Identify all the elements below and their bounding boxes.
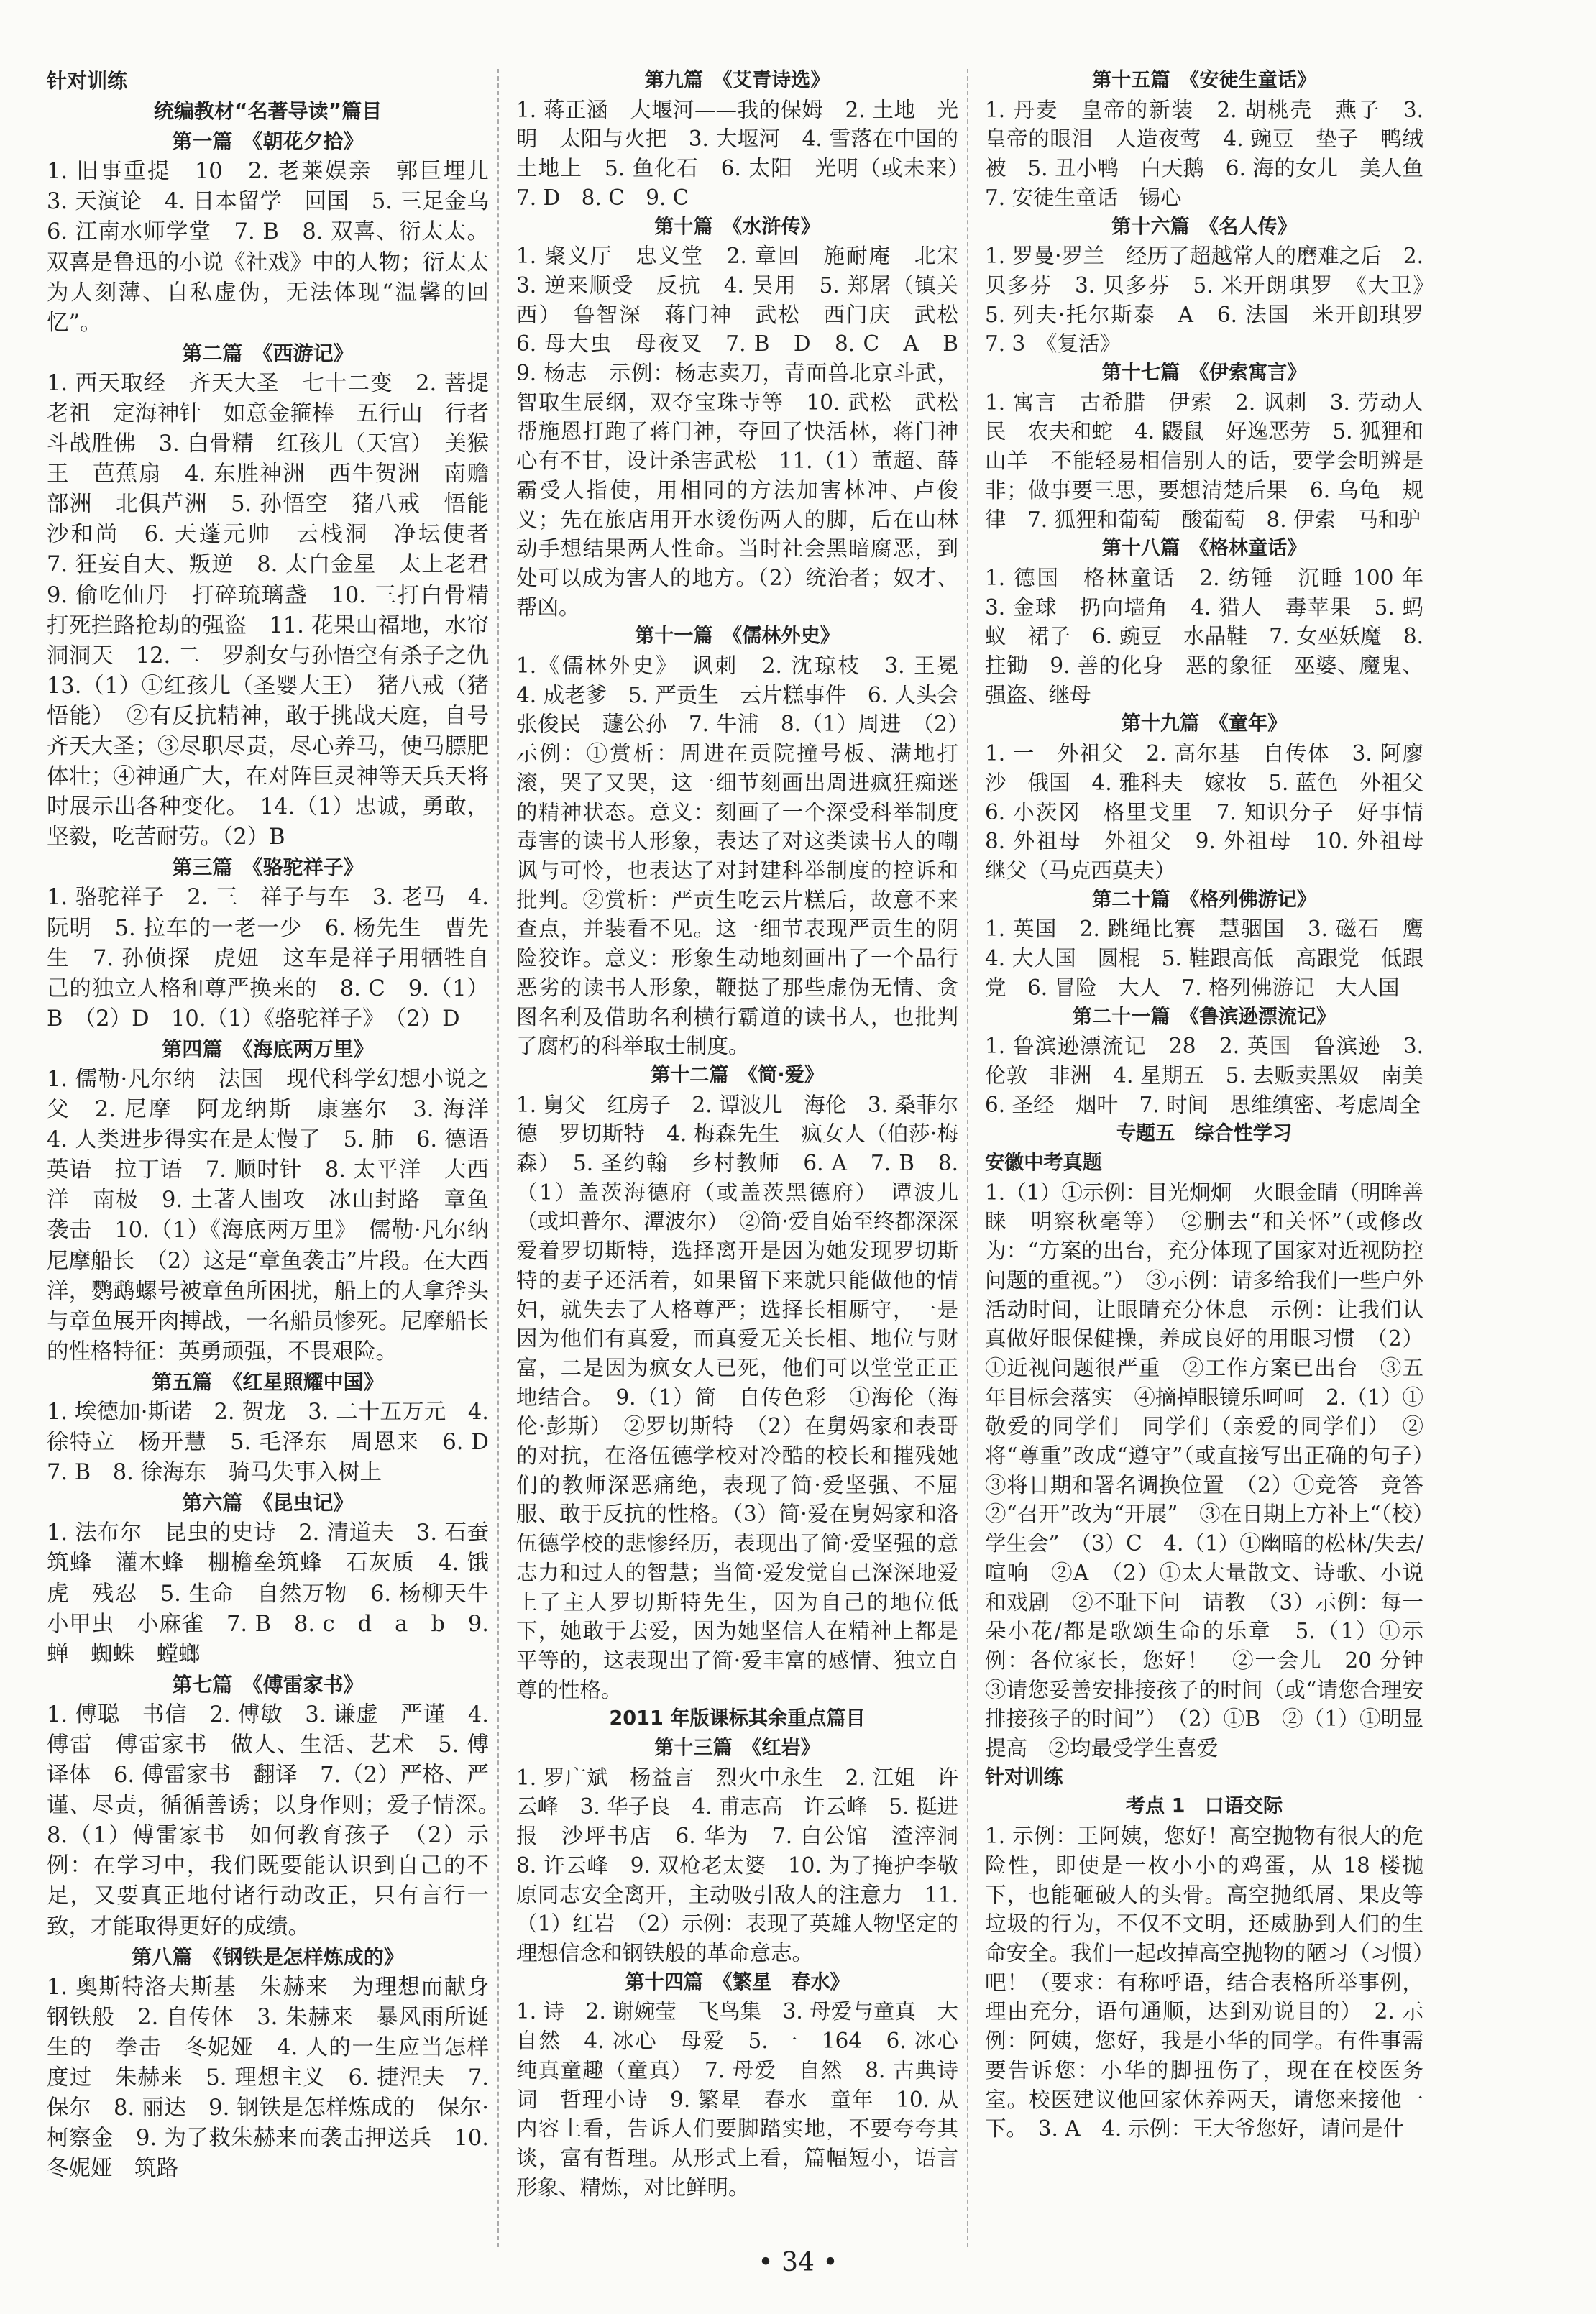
answer-text: 1. 骆驼祥子 2. 三 祥子与车 3. 老马 4. 阮明 5. 拉车的一老一少 6. 杨先生 曹先生 7. 孙侦探 虎妞 这车是祥子用牺牲自己的独立人格和尊严换来的 8. C 9.（1）B （2）D 10.（1）《骆驼祥子》 （2）D <box>47 885 496 1032</box>
left-column <box>47 66 511 2184</box>
section-title: 第四篇 《海底两万里》 <box>162 1037 374 1061</box>
column-divider <box>967 69 968 2247</box>
section-title: 考点 1 口语交际 <box>1125 1795 1283 1818</box>
section-title: 第十三篇 《红岩》 <box>654 1737 820 1760</box>
section-title: 第十四篇 《繁星 春水》 <box>625 1970 850 1993</box>
answer-text: 1. 丹麦 皇帝的新装 2. 胡桃壳 燕子 3. 皇帝的眼泪 人造夜莺 4. 豌豆 垫子 鸭绒被 5. 丑小鸭 白天鹅 6. 海的女儿 美人鱼 7. 安徒生童话 锡心 <box>985 97 1445 210</box>
answer-text: 1. 儒勒·凡尔纳 法国 现代科学幻想小说之父 2. 尼摩 阿龙纳斯 康塞尔 3. 海洋 4. 人类进步得实在是太慢了 5. 肺 6. 德语 英语 拉丁语 7. 顺时针 8. 太平洋 大西洋 南极 9. 土著人围攻 冰山封路 章鱼袭击 10.（1）《海底两万里》 儒勒·凡尔纳 尼摩船长 （2）这是“章鱼袭击”片段。在大西洋，鹦鹉螺号被章鱼所困扰，船上的人拿斧头与章鱼展开肉搏战，一名船员惨死。尼摩船长的性格特征：英勇顽强，不畏艰险。 <box>47 1067 511 1364</box>
section-title: 第十七篇 《伊索寓言》 <box>1101 362 1307 385</box>
answer-text: 1. 示例：王阿姨，您好！高空抛物有很大的危险性，即使是一枚小小的鸡蛋，从 18 楼抛下，也能砸破人的头骨。高空抛纸屑、果皮等垃圾的行为，不仅不文明，还威胁到人们的生命安全。我们一起改掉高空抛物的陋习（习惯）吧！（要求：有称呼语，结合表格所举事例，理由充分，语句通顺，达到劝说目的） 2. 示例：阿姨，您好，我是小华的同学。有件事需要告诉您：小华的脚扭伤了，现在在校医务室。校医建议他回家休养两天，请您来接他一下。 3. A 4. 示例：王大爷您好，请问是什 <box>985 1824 1423 2141</box>
section-title: 第一篇 《朝花夕拾》 <box>172 129 364 154</box>
answer-text: 1.（1）①示例：目光炯炯 火眼金睛（明眸善睐 明察秋毫等） ②删去“和关怀”（或修改为：“方案的出台，充分体现了国家对近视防控问题的重视。”） ③示例：请多给我们一些户外活动时间，让眼睛充分休息 示例：让我们认真做好眼保健操，养成良好的用眼习惯 （2）①近视问题很严重 ②工作方案已出台 ③五年目标会落实 ④摘掉眼镜乐呵呵 2.（1）①敬爱的同学们 同学们（亲爱的同学们） ②将“尊重”改成“遵守”（或直接写出正确的句子） ③将日期和署名调换位置 （2）①竞答 竞答 ②“召开”改为“开展” ③在日期上方补上“（校）学生会” （3）C 4.（1）①幽暗的松林/失去/喧响 ②A （2）①太大量散文、诗歌、小说和戏剧 ②不耻下问 请教 （3）示例：每一朵小花/都是歌颂生命的乐章 5.（1）①示例：各位家长，您好！ ②一会儿 20 分钟 ③请您妥善安排接孩子的时间（或“请您合理安排接孩子的时间”） （2）①B ②（1）①明显提高 ②均最受学生喜爱 <box>985 1180 1445 1761</box>
middle-column <box>516 66 980 2202</box>
section-title: 第十二篇 《简·爱》 <box>651 1063 824 1086</box>
section-title: 针对训练 <box>985 1766 1063 1789</box>
section-title: 2011 年版课标其余重点篇目 <box>609 1707 866 1730</box>
section-title: 第三篇 《骆驼祥子》 <box>172 855 364 880</box>
answer-text: 1. 罗曼·罗兰 经历了超越常人的磨难之后 2. 贝多芬 3. 贝多芬 5. 米开朗琪罗 《大卫》 5. 列夫·托尔斯泰 A 6. 法国 米开朗琪罗 7. 3 《复活》 <box>985 244 1445 357</box>
answer-text: 1. 英国 2. 跳绳比赛 慧骃国 3. 磁石 鹰 4. 大人国 圆棍 5. 鞋跟高低 高跟党 低跟党 6. 冒险 大人 7. 格列佛游记 大人国 <box>985 917 1445 1000</box>
section-title: 第十篇 《水浒传》 <box>654 215 820 238</box>
section-title: 第七篇 《傅雷家书》 <box>172 1672 364 1697</box>
column-divider <box>497 69 499 2247</box>
section-title: 第八篇 《钢铁是怎样炼成的》 <box>132 1945 404 1969</box>
answer-text: 1. 聚义厅 忠义堂 2. 章回 施耐庵 北宋 3. 逆来顺受 反抗 4. 吴用 5. 郑屠（镇关西） 鲁智深 蒋门神 武松 西门庆 武松 6. 母大虫 母夜叉 7. B D 8. C A B 9. 杨志 示例：杨志卖刀，青面兽北京斗武，智取生辰纲，双夺宝珠寺等 10. 武松 武松帮施恩打跑了蒋门神，夺回了快活林，蒋门神心有不甘，设计杀害武松 11.（1）董超、薛霸受人指使，用相同的方法加害林冲、卢俊义；先在旅店用开水烫伤两人的脚，后在山林动手想结果两人性命。当时社会黑暗腐恶，到处可以成为害人的地方。（2）统治者；奴才、帮凶。 <box>516 244 980 620</box>
section-title: 第二十一篇 《鲁滨逊漂流记》 <box>1072 1005 1336 1028</box>
answer-text: 1. 舅父 红房子 2. 谭波儿 海伦 3. 桑菲尔德 罗切斯特 4. 梅森先生 疯女人（伯莎·梅森） 5. 圣约翰 乡村教师 6. A 7. B 8.（1）盖茨海德府（或盖茨黑德府） 谭波儿（或坦普尔、潭波尔） ②简·爱自始至终都深深爱着罗切斯特，选择离开是因为她发现罗切斯特的妻子还活着，如果留下来就只能做他的情妇，就失去了人格尊严；选择长相厮守，一是因为他们有真爱，而真爱无关长相、地位与财富，二是因为疯女人已死，他们可以堂堂正正地结合。 9.（1）简 自传色彩 ①海伦（海伦·彭斯） ②罗切斯特 （2）在舅妈家和表哥的对抗，在洛伍德学校对冷酷的校长和摧残她们的教师深恶痛绝，表现了简·爱坚强、不屈服、敢于反抗的性格。（3）简·爱在舅妈家和洛伍德学校的悲惨经历，表现出了简·爱坚强的意志力和过人的智慧；当简·爱发觉自己深深地爱上了主人罗切斯特先生，因为自己的地位低下，她敢于去爱，因为她坚信人在精神上都是平等的，这表现出了简·爱丰富的感情、独立自尊的性格。 <box>516 1092 958 1702</box>
answer-text: 1. 鲁滨逊漂流记 28 2. 英国 鲁滨逊 3. 伦敦 非洲 4. 星期五 5. 去贩卖黑奴 南美 6. 圣经 烟叶 7. 时间 思维缜密、考虑周全 <box>985 1034 1445 1117</box>
section-title: 第二十篇 《格列佛游记》 <box>1092 888 1316 911</box>
answer-text: 1. 德国 格林童话 2. 纺锤 沉睡 100 年 3. 金球 扔向墙角 4. 猎人 毒苹果 5. 蚂蚁 裙子 6. 豌豆 水晶鞋 7. 女巫妖魔 8. 拄锄 9. 善的化身 恶的象征 巫婆、魔鬼、强盗、继母 <box>985 565 1445 707</box>
section-title: 安徽中考真题 <box>985 1152 1102 1175</box>
answer-text: 1. 傅聪 书信 2. 傅敏 3. 谦虚 严谨 4. 傅雷 傅雷家书 做人、生活、艺术 5. 傅译体 6. 傅雷家书 翻译 7.（2）严格、严谨、尽责，循循善诱；以身作则；爱子情深。 8.（1）傅雷家书 如何教育孩子 （2）示例：在学习中，我们既要能认识到自己的不足，又要真正地付诸行动改正，只有言行一致，才能取得更好的成绩。 <box>47 1702 511 1939</box>
answer-text: 1. 一 外祖父 2. 高尔基 自传体 3. 阿廖沙 俄国 4. 雅科夫 嫁妆 5. 蓝色 外祖父 6. 小茨冈 格里戈里 7. 知识分子 好事情 8. 外祖母 外祖父 9. 外祖母 10. 外祖母 继父（马克西莫夫） <box>985 741 1445 883</box>
section-title: 第十一篇 《儒林外史》 <box>635 625 840 648</box>
section-title: 第十五篇 《安徒生童话》 <box>1092 69 1316 91</box>
answer-text: 1. 寓言 古希腊 伊索 2. 讽刺 3. 劳动人民 农夫和蛇 4. 鼹鼠 好逸恶劳 5. 狐狸和山羊 不能轻易相信别人的话，要学会明辨是非；做事要三思，要想清楚后果 6. 乌龟 规律 7. 狐狸和葡萄 酸葡萄 8. 伊索 马和驴 <box>985 390 1423 532</box>
section-title: 统编教材“名著导读”篇目 <box>153 99 382 124</box>
answer-text: 1. 诗 2. 谢婉莹 飞鸟集 3. 母爱与童真 大自然 4. 冰心 母爱 5. 一 164 6. 冰心 纯真童趣（童真） 7. 母爱 自然 8. 古典诗词 哲理小诗 9. 繁星 春水 童年 10. 从内容上看，告诉人们要脚踏实地，不要夸夸其谈，富有哲理。从形式上看，篇幅短小，语言形象、精炼，对比鲜明。 <box>516 1999 980 2200</box>
answer-text: 1.《儒林外史》 讽刺 2. 沈琼枝 3. 王冕 4. 成老爹 5. 严贡生 云片糕事件 6. 人头会 张俊民 蘧公孙 7. 牛浦 8.（1）周进 （2）示例：①赏析：周进在贡院撞号板、满地打滚，哭了又哭，这一细节刻画出周进疯狂痴迷的精神状态。意义：刻画了一个深受科举制度毒害的读书人形象，表达了对这类读书人的嘲讽与可怜，也表达了对封建科举制度的控诉和批判。②赏析：严贡生吃云片糕后，故意不来查点，并装看不见。这一细节表现严贡生的阴险狡诈。意义：形象生动地刻画出了一个品行恶劣的读书人形象，鞭挞了那些虚伪无情、贪图名利及借助名利横行霸道的读书人，也批判了腐朽的科举取士制度。 <box>516 653 980 1059</box>
section-title: 专题五 综合性学习 <box>1116 1122 1293 1145</box>
column-label: 针对训练 <box>47 69 128 93</box>
section-title: 第十九篇 《童年》 <box>1121 712 1288 735</box>
section-title: 第五篇 《红星照耀中国》 <box>152 1369 384 1394</box>
answer-text: 1. 蒋正涵 大堰河——我的保姆 2. 土地 光明 太阳与火把 3. 大堰河 4. 雪落在中国的土地上 5. 鱼化石 6. 太阳 光明（或未来） 7. D 8. C 9. C <box>516 97 980 210</box>
section-title: 第九篇 《艾青诗选》 <box>644 69 830 91</box>
right-column <box>985 66 1445 2144</box>
answer-text: 1. 法布尔 昆虫的史诗 2. 清道夫 3. 石蚕筑蜂 灌木蜂 棚檐垒筑蜂 石灰质 4. 饿虎 残忍 5. 生命 自然万物 6. 杨柳天牛 小甲虫 小麻雀 7. B 8. c d a b 9. 蝉 蜘蛛 螳螂 <box>47 1520 511 1667</box>
answer-text: 1. 旧事重提 10 2. 老莱娱亲 郭巨埋儿 3. 天演论 4. 日本留学 回国 5. 三足金乌 6. 江南水师学堂 7. B 8. 双喜、衍太太。双喜是鲁迅的小说《社戏》中的人物；衍太太为人刻薄、自私虚伪，无法体现“温馨的回忆”。 <box>47 159 511 336</box>
section-title: 第十六篇 《名人传》 <box>1111 215 1297 238</box>
answer-text: 1. 西天取经 齐天大圣 七十二变 2. 菩提老祖 定海神针 如意金箍棒 五行山 行者 斗战胜佛 3. 白骨精 红孩儿（天宫） 美猴王 芭蕉扇 4. 东胜神洲 西牛贺洲 南赡部洲 北俱芦洲 5. 孙悟空 猪八戒 悟能 沙和尚 6. 天蓬元帅 云栈洞 净坛使者 7. 狂妄自大、叛逆 8. 太白金星 太上老君 9. 偷吃仙丹 打碎琉璃盏 10. 三打白骨精 打死拦路抢劫的强盗 11. 花果山福地，水帘洞洞天 12. 二 罗刹女与孙悟空有杀子之仇 13.（1）①红孩儿（圣婴大王） 猪八戒（猪悟能） ②有反抗精神，敢于挑战天庭，自号齐天大圣；③尽职尽责，尽心养马，使马膘肥体壮；④神通广大，在对阵巨灵神等天兵天将时展示出各种变化。 14.（1）忠诚，勇敢，坚毅，吃苦耐劳。（2）B <box>47 370 511 850</box>
answer-text: 1. 埃德加·斯诺 2. 贺龙 3. 二十五万元 4. 徐特立 杨开慧 5. 毛泽东 周恩来 6. D 7. B 8. 徐海东 骑马失事入树上 <box>47 1400 511 1486</box>
section-title: 第十八篇 《格林童话》 <box>1101 537 1307 560</box>
section-title: 第二篇 《西游记》 <box>182 341 354 365</box>
section-title: 第六篇 《昆虫记》 <box>182 1491 354 1515</box>
page-number: • 34 • <box>758 2248 838 2277</box>
answer-text: 1. 罗广斌 杨益言 烈火中永生 2. 江姐 许云峰 3. 华子良 4. 甫志高 许云峰 5. 挺进报 沙坪书店 6. 华为 7. 白公馆 渣滓洞 8. 许云峰 9. 双枪老太婆 10. 为了掩护李敬原同志安全离开，主动吸引敌人的注意力 11.（1）红岩 （2）示例：表现了英雄人物坚定的理想信念和钢铁般的革命意志。 <box>516 1765 980 1965</box>
answer-text: 1. 奥斯特洛夫斯基 朱赫来 为理想而献身 钢铁般 2. 自传体 3. 朱赫来 暴风雨所诞生的 拳击 冬妮娅 4. 人的一生应当怎样度过 朱赫来 5. 理想主义 6. 捷涅夫 7. 保尔 8. 丽达 9. 钢铁是怎样炼成的 保尔·柯察金 9. 为了救朱赫来而袭击押送兵 10. 冬妮娅 筑路 <box>47 1974 511 2182</box>
